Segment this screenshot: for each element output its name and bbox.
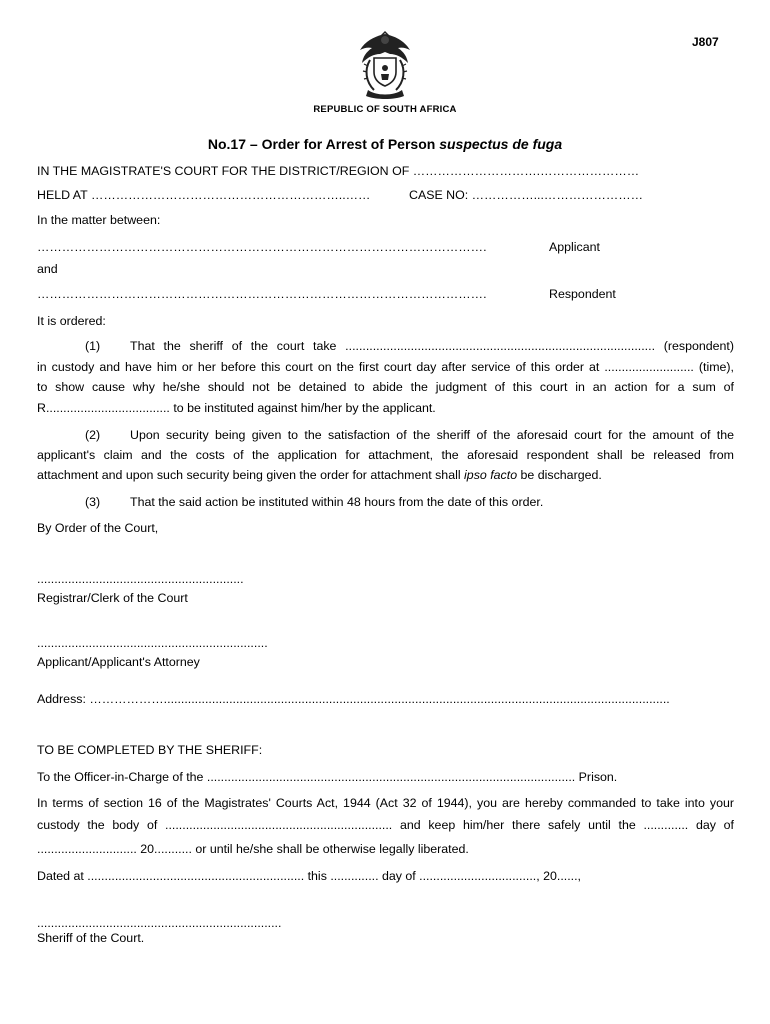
terms-line-3: ............................. 20........... or until he/she shall be otherwise legally liberated. <box>37 842 469 856</box>
applicant-name-field: ………………………………………………………………………………………………. <box>37 240 487 254</box>
sheriff-label: Sheriff of the Court. <box>37 931 145 945</box>
paragraph-1-line-2: in custody and have him or her before this court on the first court day after service of this order at .......................... (time), <box>37 360 734 374</box>
held-at-field: HELD AT ……………………………………………………..…… <box>37 188 371 202</box>
paragraph-2-line-3-start: attachment and upon such security being given the order for attachment shall <box>37 468 465 482</box>
address-field: Address: ………………................................................................................................................................................... <box>37 692 670 706</box>
applicant-label: Applicant <box>549 240 600 254</box>
coat-of-arms-icon <box>354 30 416 100</box>
dated-at-line: Dated at ............................................................... this .............. day of .................................., 20......, <box>37 869 581 883</box>
court-district-line: IN THE MAGISTRATE'S COURT FOR THE DISTRICT/REGION OF ………………………….…………………… <box>37 164 640 178</box>
republic-heading: REPUBLIC OF SOUTH AFRICA <box>313 104 457 115</box>
paragraph-number-2: (2) <box>85 428 101 442</box>
paragraph-1-line-1: That the sheriff of the court take .......................................................................................... (respondent) <box>130 339 734 353</box>
paragraph-2-line-3 <box>37 468 602 482</box>
paragraph-number-1: (1) <box>85 339 101 353</box>
paragraph-1-line-4: R.................................... to be instituted against him/her by the applicant. <box>37 401 436 415</box>
matter-between-label: In the matter between: <box>37 213 161 227</box>
paragraph-2-line-3-end: be discharged. <box>517 468 602 482</box>
registrar-signature-line: ............................................................ <box>37 572 244 586</box>
paragraph-1-line-3: to show cause why he/she should not be detained to abide the judgment of this court in an action for a sum of <box>37 380 734 394</box>
respondent-label: Respondent <box>549 287 616 301</box>
terms-line-1: In terms of section 16 of the Magistrates' Courts Act, 1944 (Act 32 of 1944), you are hereby commanded to take into your <box>37 796 734 810</box>
form-code: J807 <box>692 35 719 49</box>
applicant-signature-line: ................................................................... <box>37 636 268 650</box>
case-number-field: CASE NO: ……………...…………………… <box>409 188 644 202</box>
sheriff-section-heading: TO BE COMPLETED BY THE SHERIFF: <box>37 743 263 757</box>
officer-in-charge-line: To the Officer-in-Charge of the ........................................................................................................... Prison. <box>37 770 618 784</box>
page-title <box>0 136 770 152</box>
sheriff-signature-line: ....................................................................... <box>37 916 282 930</box>
applicant-attorney-label: Applicant/Applicant's Attorney <box>37 655 200 669</box>
it-is-ordered-label: It is ordered: <box>37 314 106 328</box>
title-main: No.17 – Order for Arrest of Person <box>207 136 440 152</box>
ipso-facto-text: ipso facto <box>464 468 518 482</box>
registrar-label: Registrar/Clerk of the Court <box>37 591 188 605</box>
paragraph-number-3: (3) <box>85 495 101 509</box>
and-label: and <box>37 262 58 276</box>
paragraph-2-line-1: Upon security being given to the satisfaction of the sheriff of the aforesaid court for the amount of the <box>130 428 734 442</box>
paragraph-3-line-1: That the said action be instituted within 48 hours from the date of this order. <box>130 495 544 509</box>
by-order-label: By Order of the Court, <box>37 521 159 535</box>
title-italic: suspectus de fuga <box>439 136 563 152</box>
respondent-name-field: ………………………………………………………………………………………………. <box>37 287 487 301</box>
paragraph-2-line-2: applicant's claim and the costs of the application for attachment, the aforesaid respondent shall be released from <box>37 448 734 462</box>
terms-line-2: custody the body of .................................................................. and keep him/her there safely until the ............. day of <box>37 818 734 832</box>
